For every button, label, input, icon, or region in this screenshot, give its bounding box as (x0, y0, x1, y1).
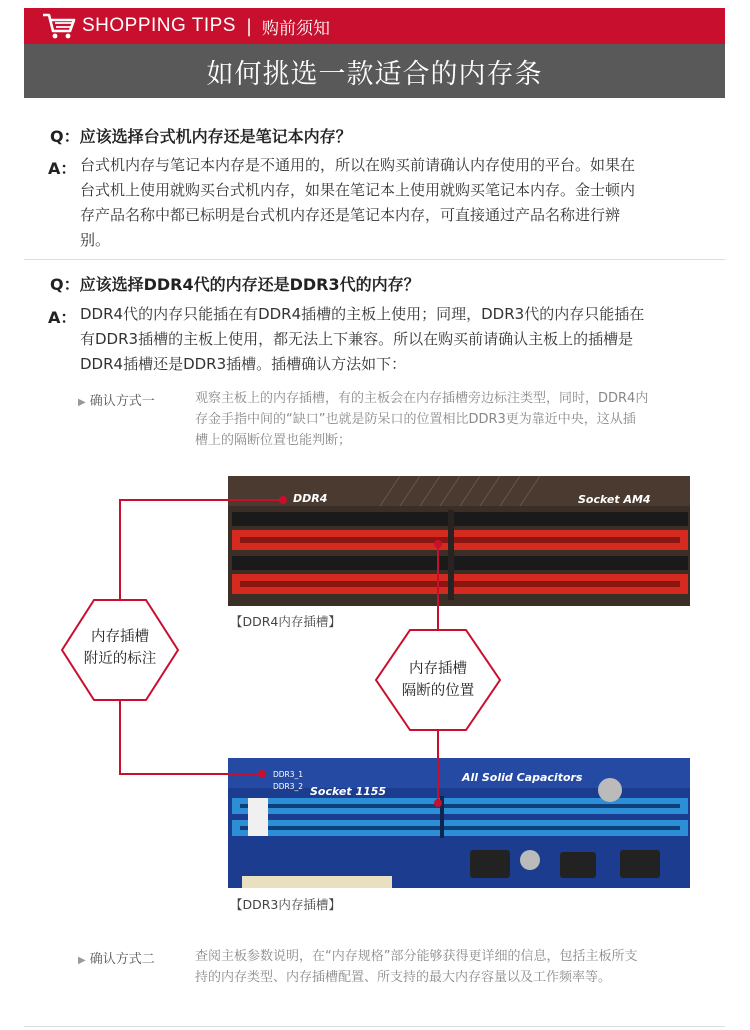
method-2-text (195, 946, 705, 988)
answer-1-line: 台式机上使用就购买台式机内存，如果在笔记本上使用就购买笔记本内存。金士顿内 (80, 181, 636, 199)
method-1-label: ▶ 确认方式一 (78, 394, 155, 409)
answer-1-line: 存产品名称中都已标明是台式机内存还是笔记本内存，可直接通过产品名称进行辨 (80, 206, 621, 224)
ddr3-slot2-label: DDR3_2 (273, 782, 304, 791)
answer-2-label: A： (48, 308, 77, 327)
answer-1-label: A： (48, 159, 77, 178)
method-1-line: 槽上的隔断位置也能判断； (195, 433, 352, 448)
question-1: Q：应该选择台式机内存还是笔记本内存？ (50, 127, 352, 146)
ddr3-slot1-label: DDR3_1 (273, 770, 304, 779)
hex-left-line2: 附近的标注 (83, 651, 157, 667)
question-2: Q：应该选择DDR4代的内存还是DDR3代的内存？ (50, 275, 420, 294)
method-2-label: ▶ 确认方式二 (78, 952, 155, 967)
ddr4-socket-label: Socket AM4 (578, 493, 651, 506)
bottom-divider (24, 1026, 725, 1027)
answer-2-line: DDR4代的内存只能插在有DDR4插槽的主板上使用；同理，DDR3代的内存只能插在 (80, 305, 645, 323)
method-2-line: 查阅主板参数说明，在“内存规格”部分能够获得更详细的信息，包括主板所支 (195, 949, 638, 964)
method-1-line: 观察主板上的内存插槽，有的主板会在内存插槽旁边标注类型，同时，DDR4内 (195, 391, 649, 406)
hex-right-callout (376, 630, 500, 730)
hex-left-callout (62, 600, 178, 700)
tips-english-title: SHOPPING TIPS (82, 15, 236, 36)
ddr4-motherboard-photo (228, 476, 690, 606)
ddr3-socket-label: Socket 1155 (310, 785, 387, 798)
method-1-line: 存金手指中间的“缺口”也就是防呆口的位置相比DDR3更为靠近中央，这从插 (195, 412, 636, 427)
triangle-right-icon: ▶ (78, 397, 86, 408)
answer-2-line: 有DDR3插槽的主板上使用，都无法上下兼容。所以在购买前请确认主板上的插槽是 (80, 330, 634, 348)
ddr3-capacitors-label: All Solid Capacitors (462, 771, 583, 784)
ddr4-board-label: DDR4 (293, 492, 328, 505)
hex-right-line2: 隔断的位置 (401, 683, 475, 699)
page-title: 如何挑选一款适合的内存条 (24, 44, 725, 98)
answer-1-line: 台式机内存与笔记本内存是不通用的，所以在购买前请确认内存使用的平台。如果在 (80, 156, 636, 174)
hex-left-line1: 内存插槽 (91, 629, 149, 645)
answer-1-line: 别。 (80, 231, 111, 249)
ddr3-motherboard-photo (228, 758, 690, 888)
title-separator: | (245, 15, 253, 37)
ddr4-caption: 【DDR4内存插槽】 (230, 614, 341, 629)
method-2-line: 持的内存类型、内存插槽配置、所支持的最大内存容量以及工作频率等。 (195, 970, 612, 985)
answer-2-line: DDR4插槽还是DDR3插槽。插槽确认方法如下： (80, 355, 407, 373)
triangle-right-icon: ▶ (78, 955, 86, 966)
tips-chinese-title: 购前须知 (262, 18, 331, 39)
ddr3-caption: 【DDR3内存插槽】 (230, 897, 341, 912)
hex-right-line1: 内存插槽 (409, 661, 467, 677)
